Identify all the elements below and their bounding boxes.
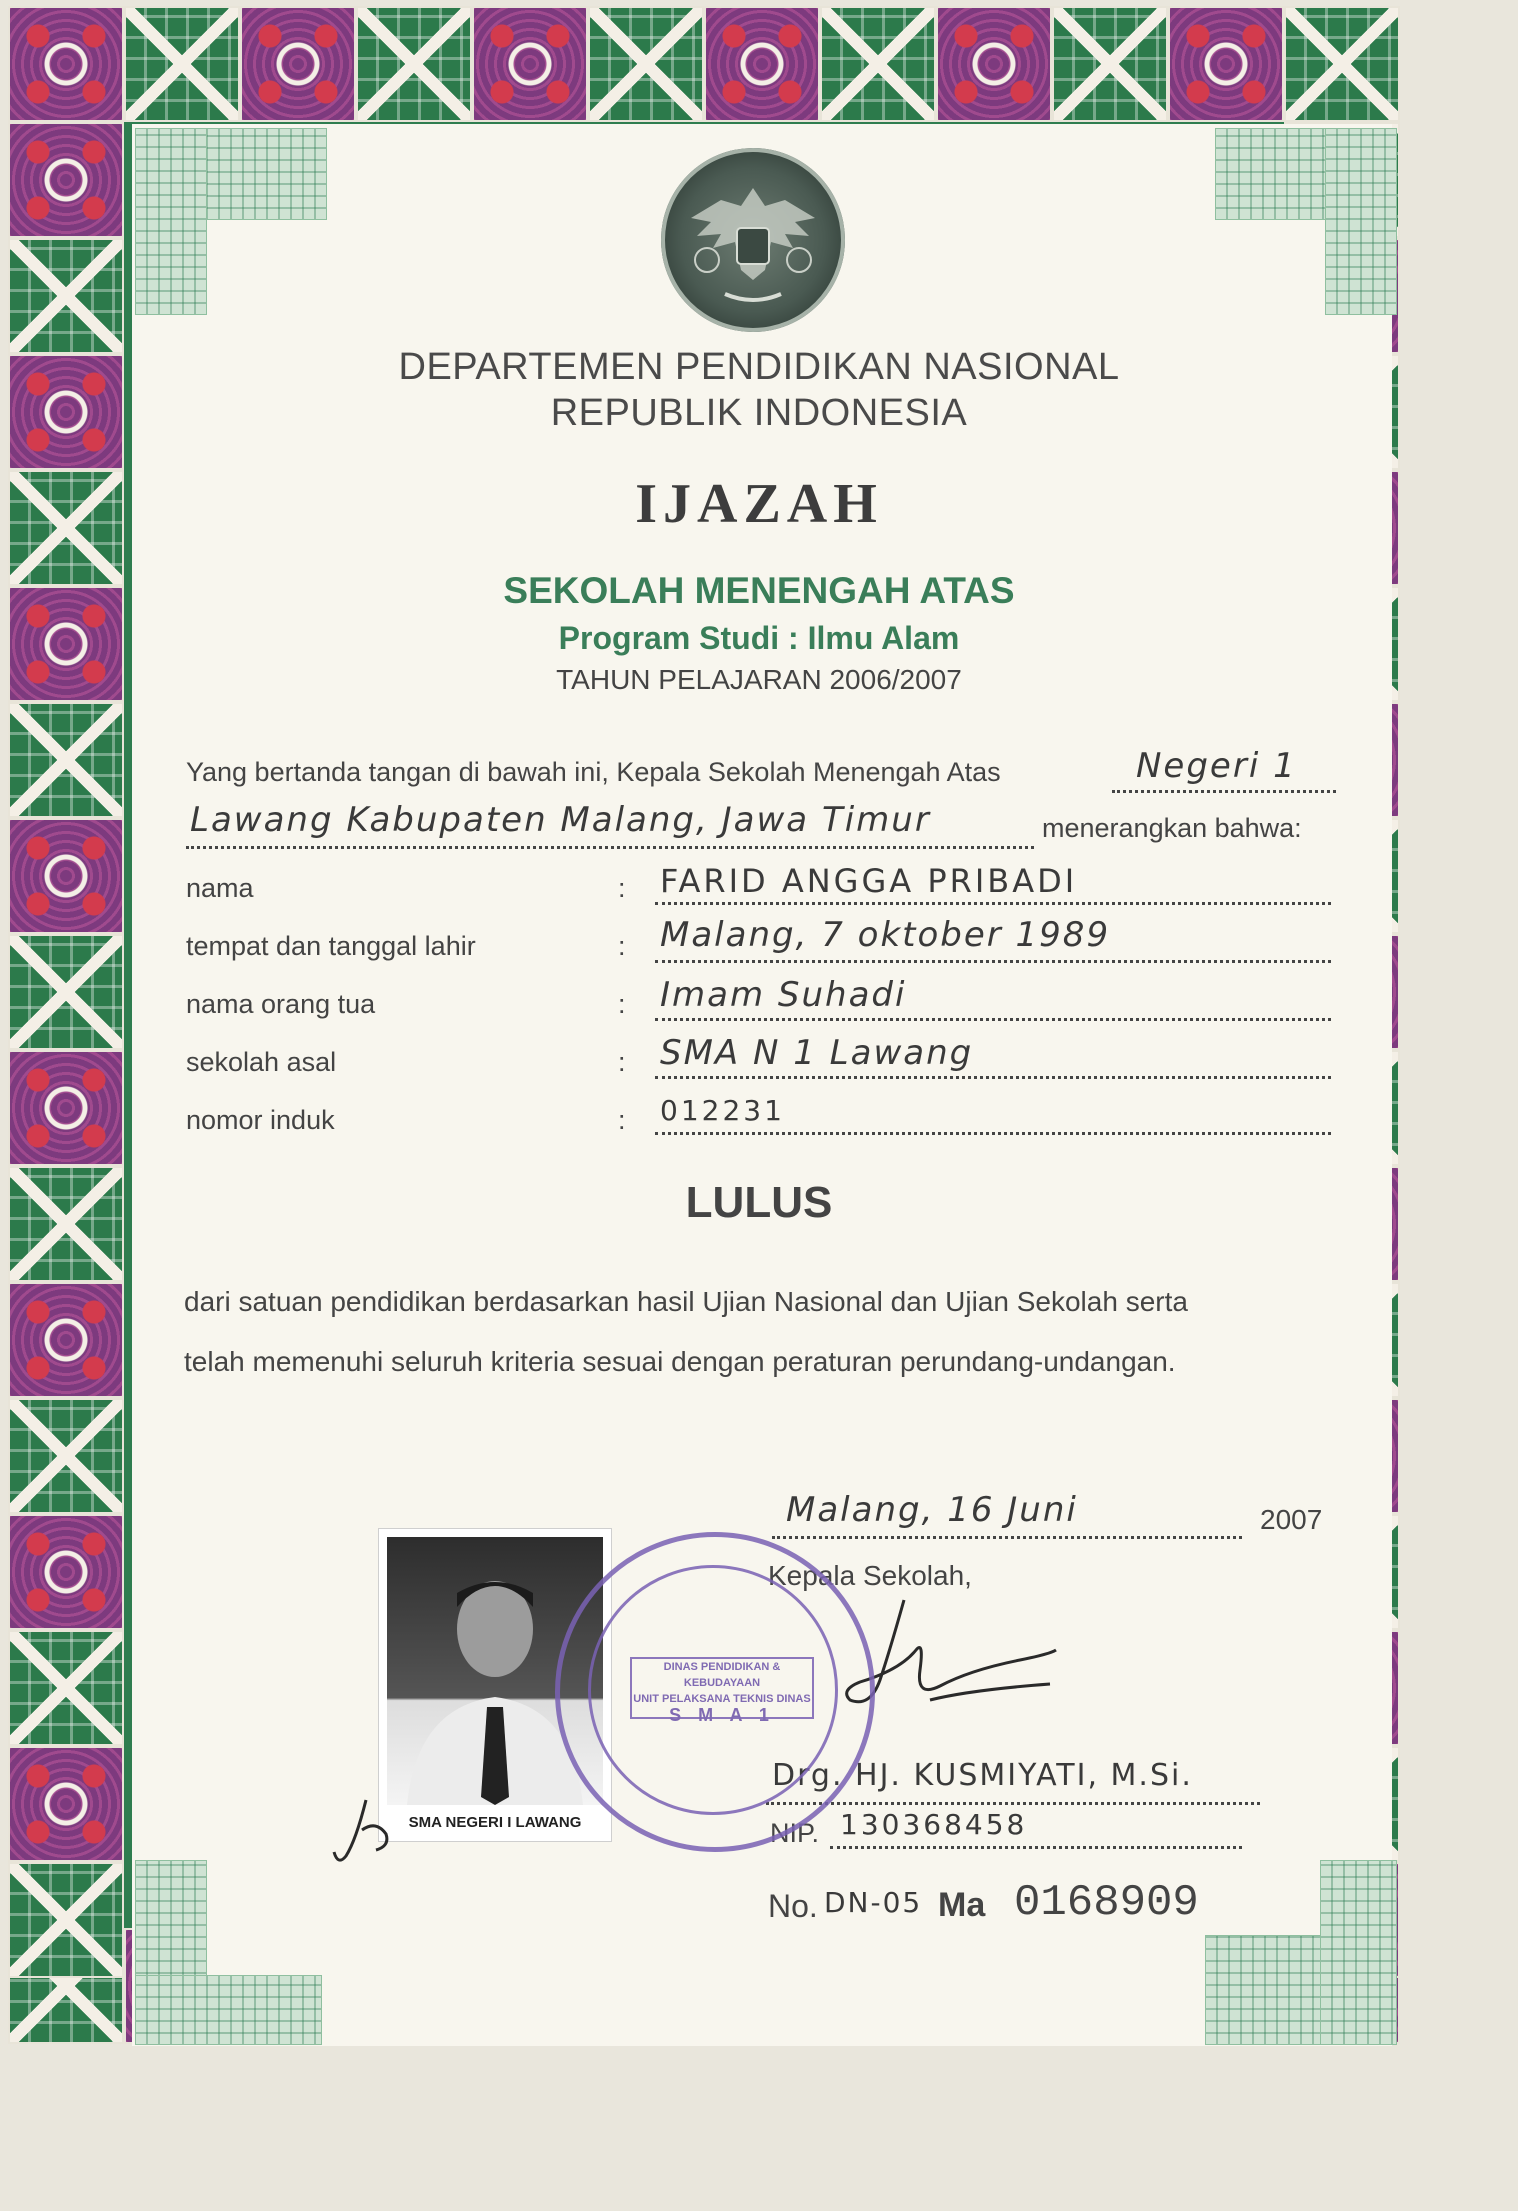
border-tile-green <box>8 934 124 1050</box>
school-name-part1: Negeri 1 <box>1136 746 1297 786</box>
border-tile-green <box>8 1398 124 1514</box>
field-value-name: FARID ANGGA PRIBADI <box>660 862 1078 900</box>
field-colon: : <box>618 1105 626 1135</box>
serial-prefix: No. <box>768 1888 818 1924</box>
border-tile-green <box>8 1630 124 1746</box>
field-label-name: nama <box>186 873 254 903</box>
statement-intro: Yang bertanda tangan di bawah ini, Kepala Sekolah Menengah Atas <box>186 757 1001 787</box>
stamp-line-2: UNIT PELAKSANA TEKNIS DINAS <box>633 1693 811 1705</box>
dotted-line <box>655 1018 1331 1021</box>
border-tile-red <box>8 6 124 122</box>
principal-name: Drg. HJ. KUSMIYATI, M.Si. <box>772 1758 1193 1793</box>
dotted-line <box>655 1132 1331 1135</box>
academic-year: TAHUN PELAJARAN 2006/2007 <box>556 664 962 695</box>
field-label-origin-school: sekolah asal <box>186 1047 337 1077</box>
initials-signature <box>326 1790 406 1875</box>
corner-ornament <box>135 128 207 315</box>
border-tile-red <box>472 6 588 122</box>
signature-place-date: Malang, 16 Juni <box>786 1490 1078 1530</box>
certificate-title: IJAZAH <box>635 473 883 535</box>
result-status: LULUS <box>685 1178 833 1227</box>
corner-ornament <box>135 1975 322 2045</box>
border-tile-red <box>8 1746 124 1862</box>
stamp-center-box <box>630 1657 814 1725</box>
photo-caption: SMA NEGERI I LAWANG <box>408 1814 582 1831</box>
field-value-parent: Imam Suhadi <box>660 975 907 1015</box>
stamp-line-3: S M A 1 <box>669 1705 775 1725</box>
ministry-name: DEPARTEMEN PENDIDIKAN NASIONAL <box>398 346 1120 388</box>
serial-number: 0168909 <box>1014 1878 1199 1928</box>
border-tile-green <box>356 6 472 122</box>
serial-series: Ma <box>938 1886 986 1924</box>
field-colon: : <box>618 873 626 903</box>
dotted-line <box>186 846 1034 849</box>
dotted-line <box>830 1846 1242 1849</box>
closing-line-2: telah memenuhi seluruh kriteria sesuai dengan peraturan perundang-undangan. <box>184 1346 1176 1377</box>
border-tile-red <box>8 1514 124 1630</box>
dotted-line <box>772 1536 1242 1539</box>
field-colon: : <box>618 1047 626 1077</box>
border-tile-red <box>240 6 356 122</box>
country-name: REPUBLIK INDONESIA <box>550 392 968 434</box>
signature-position: Kepala Sekolah, <box>768 1560 972 1591</box>
closing-line-1: dari satuan pendidikan berdasarkan hasil Ujian Nasional dan Ujian Sekolah serta <box>184 1286 1188 1317</box>
nip-number: 130368458 <box>840 1808 1028 1841</box>
border-tile-red <box>936 6 1052 122</box>
garuda-emblem-icon <box>661 148 845 332</box>
border-tile-green <box>1052 6 1168 122</box>
border-tile-red <box>1168 6 1284 122</box>
stamp-line-1: DINAS PENDIDIKAN & KEBUDAYAAN <box>663 1661 781 1689</box>
serial-code: DN-05 <box>824 1886 923 1919</box>
corner-ornament <box>1320 1860 1397 2045</box>
field-colon: : <box>618 931 626 961</box>
school-name-part2: Lawang Kabupaten Malang, Jawa Timur <box>190 800 931 840</box>
field-value-origin-school: SMA N 1 Lawang <box>660 1033 974 1073</box>
dotted-line <box>655 902 1331 905</box>
border-tile-red <box>8 122 124 238</box>
border-tile-red <box>8 1282 124 1398</box>
border-tile-green <box>124 6 240 122</box>
study-program: Program Studi : Ilmu Alam <box>558 620 960 656</box>
statement-confirms: menerangkan bahwa: <box>1042 813 1302 843</box>
border-tile-green <box>8 702 124 818</box>
field-value-birth: Malang, 7 oktober 1989 <box>660 915 1111 955</box>
school-level: SEKOLAH MENENGAH ATAS <box>503 570 1015 611</box>
field-label-birth: tempat dan tanggal lahir <box>186 931 476 961</box>
garuda-emblem-icon <box>661 148 845 332</box>
border-tile-red <box>8 818 124 934</box>
border-tile-green <box>8 238 124 354</box>
border-tile-red <box>8 1050 124 1166</box>
border-tile-green <box>1284 6 1400 122</box>
border-tile-green <box>588 6 704 122</box>
border-tile-green <box>820 6 936 122</box>
signature-year: 2007 <box>1260 1504 1323 1535</box>
field-label-student-number: nomor induk <box>186 1105 335 1135</box>
field-label-parent: nama orang tua <box>186 989 376 1019</box>
border-tile-green <box>8 1862 124 1978</box>
border-tile-red <box>704 6 820 122</box>
dotted-line <box>655 960 1331 963</box>
field-value-student-number: 012231 <box>660 1094 785 1127</box>
dotted-line <box>1112 790 1336 793</box>
corner-ornament <box>1325 128 1397 315</box>
field-colon: : <box>618 989 626 1019</box>
school-stamp <box>555 1532 875 1852</box>
nip-label: NIP. <box>770 1818 820 1848</box>
dotted-line <box>655 1076 1331 1079</box>
dotted-line <box>766 1802 1260 1805</box>
